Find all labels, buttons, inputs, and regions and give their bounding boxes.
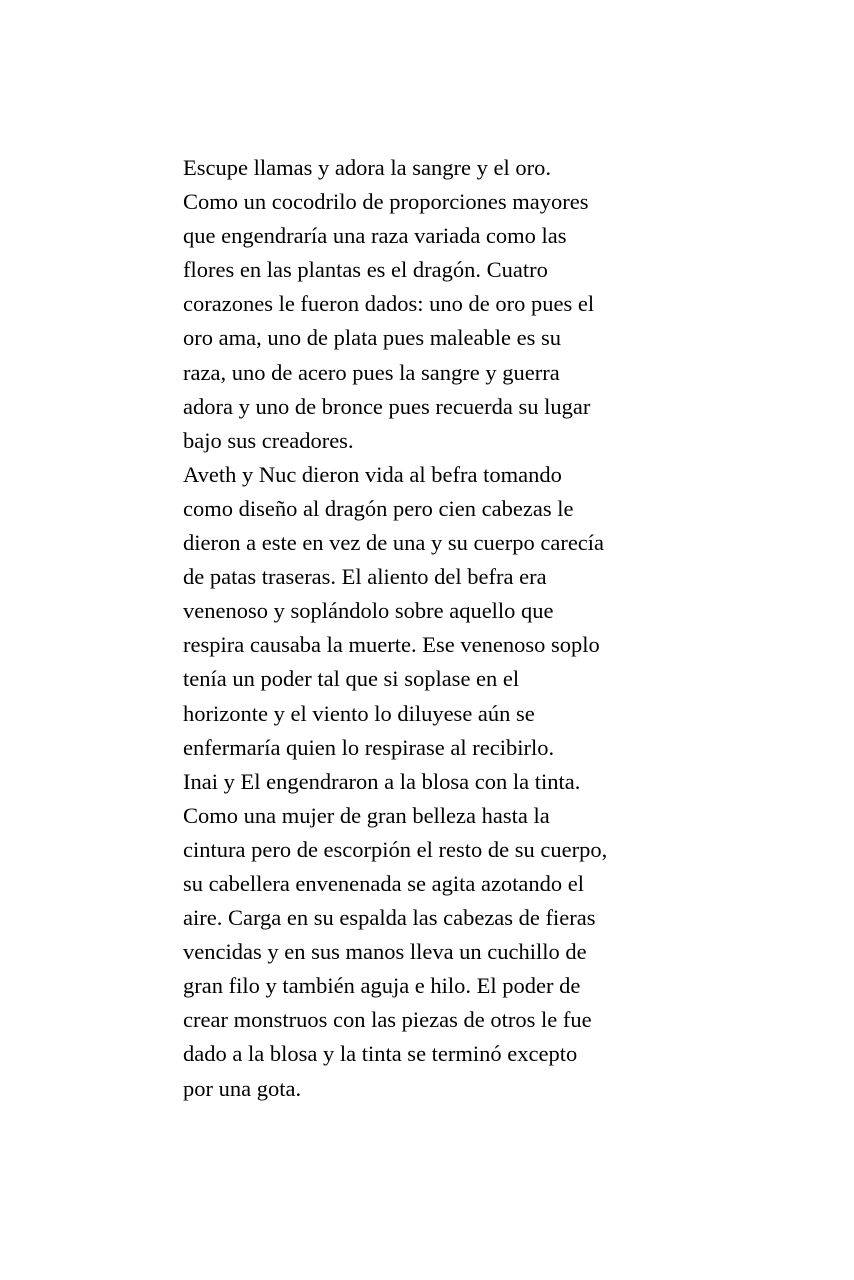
- text-line: oro ama, uno de plata pues maleable es su: [183, 325, 561, 351]
- text-line: Inai y El engendraron a la blosa con la tinta.: [183, 768, 581, 794]
- text-line: horizonte y el viento lo diluyese aún se: [183, 700, 535, 726]
- text-line: por una gota.: [183, 1075, 302, 1101]
- text-line: dado a la blosa y la tinta se terminó excepto: [183, 1041, 578, 1067]
- text-line: vencidas y en sus manos lleva un cuchillo de: [183, 939, 587, 965]
- text-line: corazones le fueron dados: uno de oro pues el: [183, 291, 595, 317]
- text-line: bajo sus creadores.: [183, 427, 354, 453]
- document-body: [183, 151, 823, 1106]
- text-line: aire. Carga en su espalda las cabezas de fieras: [183, 905, 596, 931]
- text-line: respira causaba la muerte. Ese venenoso soplo: [183, 632, 600, 658]
- text-line: Como un cocodrilo de proporciones mayores: [183, 189, 589, 215]
- text-line: de patas traseras. El aliento del befra era: [183, 564, 547, 590]
- text-line: que engendraría una raza variada como las: [183, 223, 567, 249]
- text-line: Escupe llamas y adora la sangre y el oro.: [183, 155, 551, 180]
- text-line: flores en las plantas es el dragón. Cuatro: [183, 257, 548, 283]
- text-line: enfermaría quien lo respirase al recibirlo.: [183, 734, 555, 760]
- text-line: gran filo y también aguja e hilo. El poder de: [183, 973, 581, 999]
- text-line: crear monstruos con las piezas de otros le fue: [183, 1007, 592, 1033]
- text-line: su cabellera envenenada se agita azotando el: [183, 870, 585, 896]
- text-line: tenía un poder tal que si soplase en el: [183, 666, 520, 692]
- text-line: Aveth y Nuc dieron vida al befra tomando: [183, 461, 562, 487]
- text-line: raza, uno de acero pues la sangre y guerra: [183, 359, 560, 385]
- text-line: Como una mujer de gran belleza hasta la: [183, 802, 550, 828]
- text-line: adora y uno de bronce pues recuerda su lugar: [183, 393, 591, 419]
- text-line: como diseño al dragón pero cien cabezas le: [183, 495, 574, 521]
- text-line: cintura pero de escorpión el resto de su cuerpo,: [183, 836, 608, 862]
- text-line: dieron a este en vez de una y su cuerpo carecía: [183, 530, 605, 556]
- text-line: venenoso y soplándolo sobre aquello que: [183, 598, 554, 624]
